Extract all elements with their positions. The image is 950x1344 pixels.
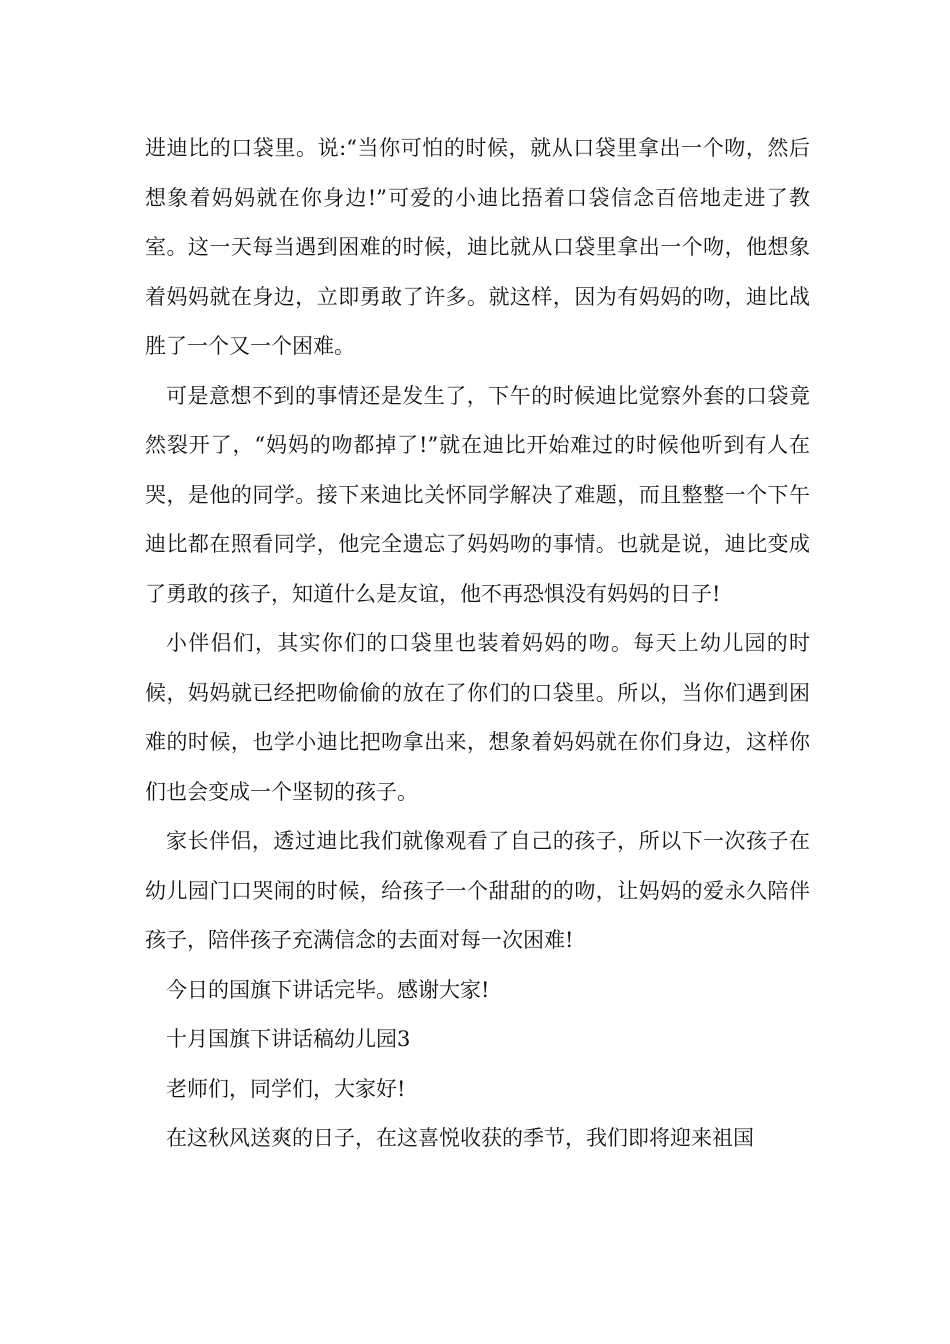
paragraph-8: 在这秋风送爽的日子，在这喜悦收获的季节，我们即将迎来祖国 — [166, 1126, 754, 1150]
document-body — [145, 124, 810, 1164]
closing-line: 今日的国旗下讲话完毕。感谢大家! — [166, 977, 490, 1002]
paragraph-4: 家长伴侣，透过迪比我们就像观看了自己的孩子，所以下一次孩子在幼儿园门口哭闹的时候，给孩子一个甜甜的的吻，让妈妈的爱永久陪伴孩子，陪伴孩子充满信念的去面对每一次困难! — [145, 829, 810, 952]
paragraph-1: 进迪比的口袋里。说:“当你可怕的时候，就从口袋里拿出一个吻，然后想象着妈妈就在你身边!”可爱的小迪比捂着口袋信念百倍地走进了教室。这一天每当遇到困难的时候，迪比就从口袋里拿出一个吻，他想象着妈妈就在身边，立即勇敢了许多。就这样，因为有妈妈的吻，迪比战胜了一个又一个困难。 — [145, 136, 810, 358]
section-heading: 十月国旗下讲话稿幼儿园3 — [166, 1027, 411, 1051]
greeting-line: 老师们，同学们，大家好! — [166, 1076, 406, 1101]
paragraph-2: 可是意想不到的事情还是发生了，下午的时候迪比觉察外套的口袋竟然裂开了，“妈妈的吻都掉了!”就在迪比开始难过的时候他听到有人在哭，是他的同学。接下来迪比关怀同学解决了难题，而且整整一个下午迪比都在照看同学，他完全遗忘了妈妈吻的事情。也就是说，迪比变成了勇敢的孩子，知道什么是友谊，他不再恐惧没有妈妈的日子! — [145, 383, 810, 606]
paragraph-3: 小伴侣们，其实你们的口袋里也装着妈妈的吻。每天上幼儿园的时候，妈妈就已经把吻偷偷的放在了你们的口袋里。所以，当你们遇到困难的时候，也学小迪比把吻拿出来，想象着妈妈就在你们身边，这样你们也会变成一个坚韧的孩子。 — [145, 631, 810, 804]
